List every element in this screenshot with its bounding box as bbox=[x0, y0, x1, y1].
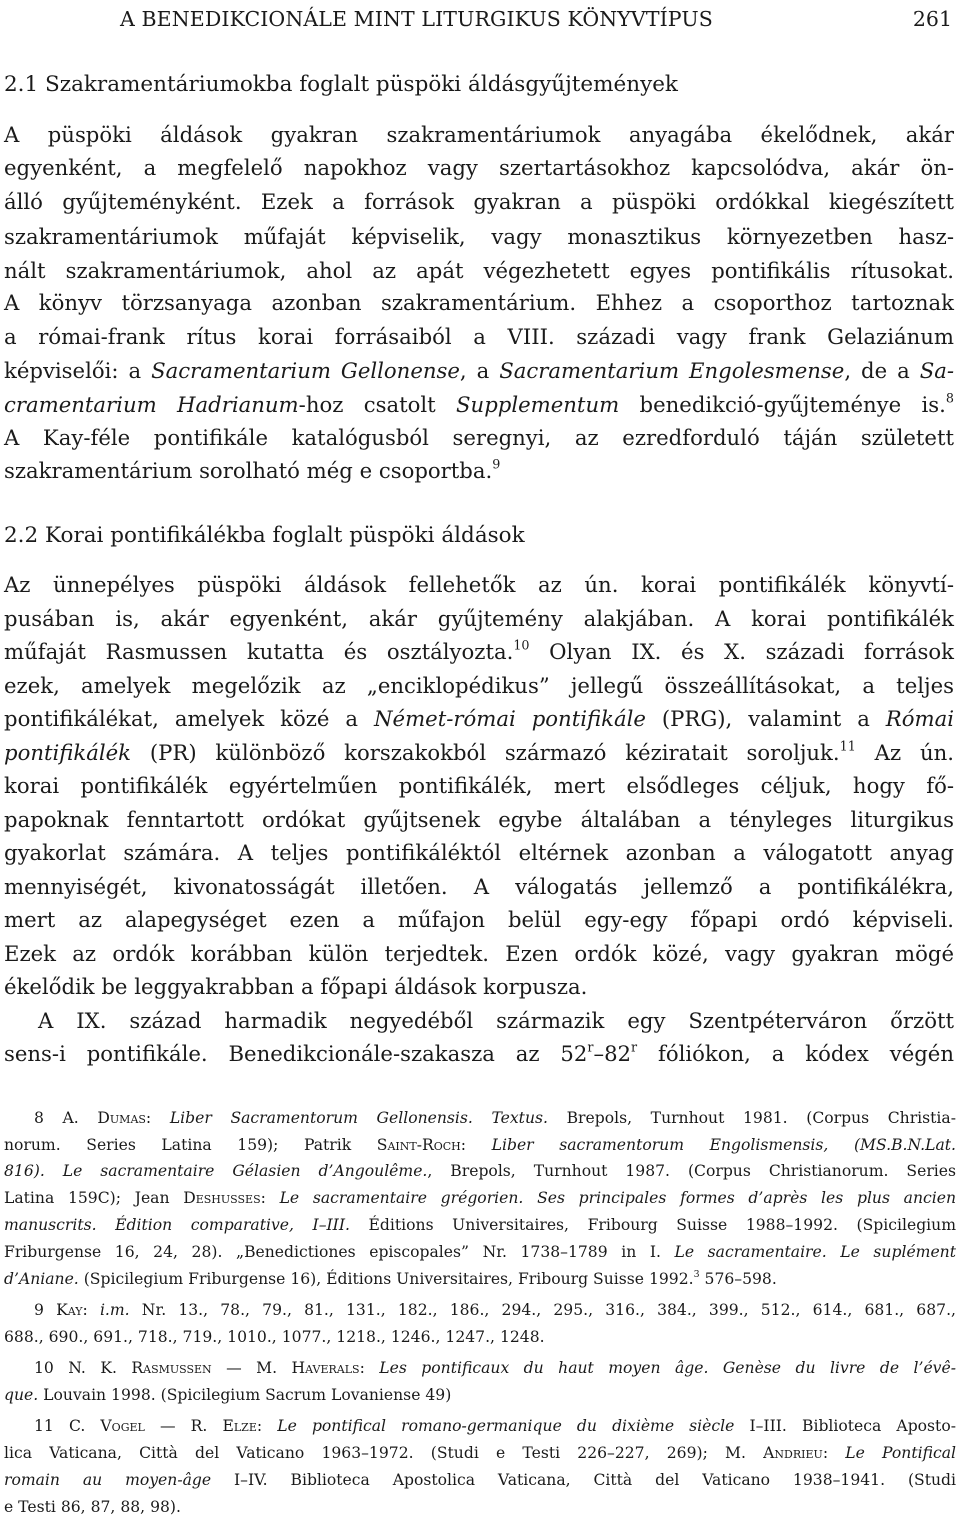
body-line: szakramentárium sorolható még e csoportba.$^9$ bbox=[4, 456, 501, 483]
section-heading-2-1: 2.1 Szakramentáriumokba foglalt püspöki áldásgyűjtemények bbox=[4, 72, 678, 97]
body-line: papoknak fenntartott ordókat gyűjtsenek egybe általában a tényleges liturgikus bbox=[4, 807, 954, 832]
body-line: A könyv törzsanyaga azonban szakramentárium. Ehhez a csoporthoz tartoznak bbox=[4, 290, 954, 315]
body-line: a római-frank rítus korai forrásaiból a VIII. századi vagy frank Gelaziánum bbox=[4, 324, 954, 349]
body-line: pontifikálékat, amelyek közé a Német-római pontifikále (PRG), valamint a Római bbox=[4, 706, 954, 731]
running-head bbox=[0, 4, 952, 34]
body-line: gyakorlat számára. A teljes pontifikáléktól eltérnek azonban a válogatott anyag bbox=[4, 840, 954, 865]
footnote-line: Friburgense 16, 24, 28). „Benedictiones episcopales” Nr. 1738–1789 in I. Le sacramentaire. Le suplément bbox=[4, 1243, 956, 1261]
footnote-line: d’Aniane. (Spicilegium Friburgense 16), Éditions Universitaires, Fribourg Suisse 1992.$^3$ 576–598. bbox=[4, 1268, 777, 1288]
body-line: pusában is, akár egyenként, akár gyűjtemény alakjában. A korai pontifikálék bbox=[4, 606, 954, 631]
footnote-9: 9 Kay: i.m. Nr. 13., 78., 79., 81., 131., 182., 186., 294., 295., 316., 384., 399., 512., 614., 681., 687., bbox=[34, 1301, 956, 1319]
footnote-number: 9 bbox=[34, 1301, 44, 1319]
body-line: Az ünnepélyes püspöki áldások fellehetők az ún. korai pontifikálék könyvtí- bbox=[4, 572, 954, 597]
body-line: cramentarium Hadrianum-hoz csatolt Supplementum benedikció-gyűjteménye is.$^8$ bbox=[4, 390, 954, 417]
body-line: mennyiségét, kivonatosságát illetően. A válogatás jellemző a pontifikálékra, bbox=[4, 874, 954, 899]
body-line: műfaját Rasmussen kutatta és osztályozta.$^{10}$ Olyan IX. és X. századi források bbox=[4, 637, 954, 664]
footnote-10: 10 N. K. Rasmussen — M. Haverals: Les pontificaux du haut moyen âge. Genèse du livre de l’évê- bbox=[34, 1359, 956, 1377]
body-line: szakramentáriumok műfaját képviselik, vagy monasztikus környezetben hasz- bbox=[4, 224, 954, 249]
footnote-line: 688., 690., 691., 718., 719., 1010., 1077., 1218., 1246., 1247., 1248. bbox=[4, 1328, 545, 1346]
body-line: pontifikálék (PR) különböző korszakokból származó kéziratait soroljuk.$^{11}$ Az ún. bbox=[4, 738, 954, 765]
footnote-11: 11 C. Vogel — R. Elze: Le pontifical romano-germanique du dixième siècle I–III. Biblioteca Aposto- bbox=[34, 1417, 956, 1435]
running-head-title: A BENEDIKCIONÁLE MINT LITURGIKUS KÖNYVTÍPUS bbox=[120, 7, 713, 31]
body-line: A püspöki áldások gyakran szakramentáriumok anyagába ékelődnek, akár bbox=[4, 122, 954, 147]
page-number: 261 bbox=[912, 7, 952, 31]
body-line: sens-i pontifikále. Benedikcionále-szakasza az 52$^r$–82$^r$ fóliókon, a kódex végén bbox=[4, 1039, 954, 1066]
footnote-number: 8 bbox=[34, 1109, 44, 1127]
footnote-line: e Testi 86, 87, 88, 98). bbox=[4, 1498, 181, 1516]
body-line: A IX. század harmadik negyedéből származik egy Szentpéterváron őrzött bbox=[38, 1008, 954, 1033]
body-line: ezek, amelyek megelőzik az „enciklopédikus” jellegű összeállításokat, a teljes bbox=[4, 673, 954, 698]
footnote-line: Latina 159C); Jean Deshusses: Le sacramentaire grégorien. Ses principales formes d’après les plus ancien bbox=[4, 1189, 957, 1207]
footnote-line: lica Vaticana, Città del Vaticano 1963–1972. (Studi e Testi 226–227, 269); M. Andrieu: Le Pontifical bbox=[4, 1444, 957, 1462]
body-line: álló gyűjteményként. Ezek a források gyakran a püspöki ordókkal kiegészített bbox=[4, 189, 954, 214]
footnote-number: 10 bbox=[34, 1359, 54, 1377]
footnote-line: norum. Series Latina 159); Patrik Saint-Roch: Liber sacramentorum Engolismensis, (MS.B.N.Lat. bbox=[4, 1136, 956, 1154]
body-line: A Kay-féle pontifikále katalógusból seregnyi, az ezredforduló táján született bbox=[4, 425, 954, 450]
body-line: Ezek az ordók korábban külön terjedtek. Ezen ordók közé, vagy gyakran mögé bbox=[4, 941, 954, 966]
footnote-line: romain au moyen-âge I–IV. Biblioteca Apostolica Vaticana, Città del Vaticano 1938–1941. (Studi bbox=[4, 1471, 956, 1489]
body-line: ékelődik be leggyakrabban a főpapi áldások korpusza. bbox=[4, 974, 588, 999]
body-line: mert az alapegységet ezen a műfajon belül egy-egy főpapi ordó képviseli. bbox=[4, 907, 954, 932]
body-line: korai pontifikálék egyértelműen pontifikálék, mert elsődleges céljuk, hogy fő- bbox=[4, 773, 954, 798]
footnote-8: 8 A. Dumas: Liber Sacramentorum Gellonensis. Textus. Brepols, Turnhout 1981. (Corpus Christia- bbox=[34, 1109, 956, 1127]
section-heading-2-2: 2.2 Korai pontifikálékba foglalt püspöki áldások bbox=[4, 523, 525, 548]
body-line: nált szakramentáriumok, ahol az apát végezhetett egyes pontifikális rítusokat. bbox=[4, 258, 954, 283]
footnote-line: 816). Le sacramentaire Gélasien d’Angoulême., Brepols, Turnhout 1987. (Corpus Christianorum. Series bbox=[4, 1162, 956, 1180]
footnote-line: manuscrits. Édition comparative, I–III. Éditions Universitaires, Fribourg Suisse 1988–1992. (Spicilegium bbox=[4, 1216, 957, 1234]
footnote-line: que. Louvain 1998. (Spicilegium Sacrum Lovaniense 49) bbox=[4, 1386, 452, 1404]
body-line: egyenként, a megfelelő napokhoz vagy szertartásokhoz kapcsolódva, akár ön- bbox=[4, 155, 954, 180]
body-line: képviselői: a Sacramentarium Gellonense, a Sacramentarium Engolesmense, de a Sa- bbox=[4, 358, 954, 383]
footnote-number: 11 bbox=[34, 1417, 54, 1435]
